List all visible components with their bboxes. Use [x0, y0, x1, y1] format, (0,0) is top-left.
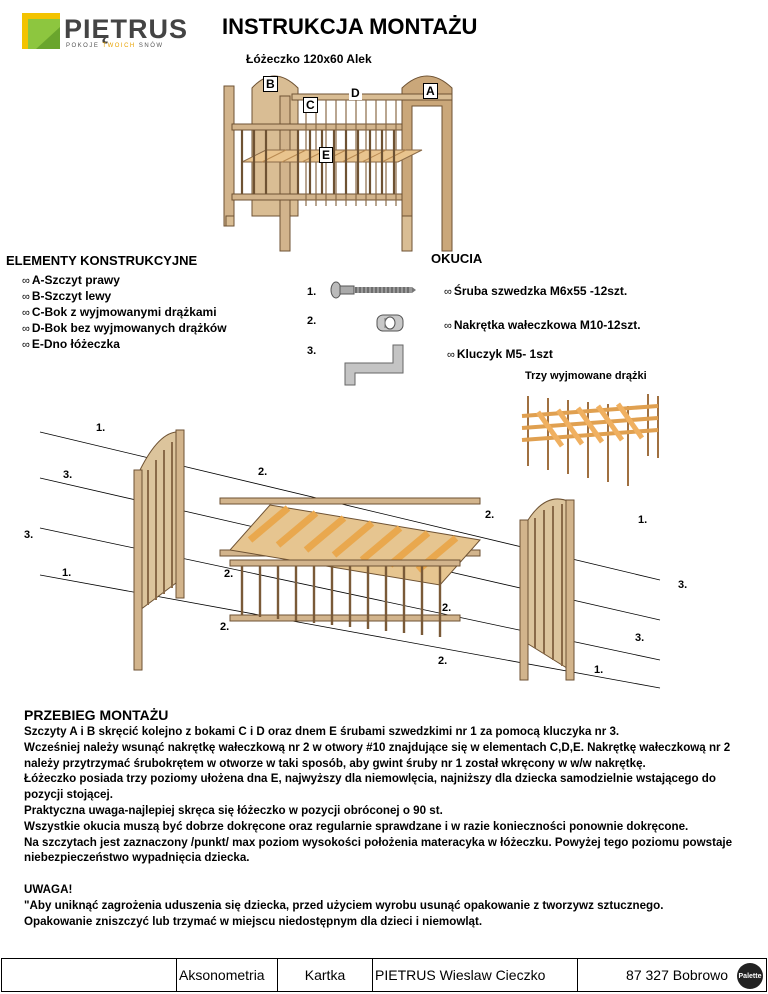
palette-badge: Palette: [737, 963, 763, 989]
footer-cell-address: 87 327 Bobrowo: [578, 959, 767, 992]
allen-key-icon: [343, 343, 413, 392]
callout-label: 3.: [678, 579, 688, 591]
paragraph: Wcześniej należy wsunąć nakrętkę wałeczkową nr 2 w otwory #10 znajdujące się w elementach C,D,E. Nakrętkę wałeczkową nr 2 należy przytrzymać śrubokrętem w otworze w taki sposób, aby gwint śruby nr 1 został wkręcony w w/w nakrętkę.: [24, 740, 731, 770]
elements-list: [22, 273, 227, 353]
document-subtitle: Łóżeczko 120x60 Alek: [246, 52, 372, 66]
title-block: [1, 958, 767, 994]
list-item: ∞ E-Dno łóżeczka: [22, 337, 227, 353]
paragraph: Praktyczna uwaga-najlepiej skręca się łóżeczko w pozycji obróconej o 90 st.: [24, 803, 443, 817]
fittings-heading: OKUCIA: [431, 251, 483, 266]
fitting-number: 3.: [307, 345, 317, 357]
removable-slats-caption: Trzy wyjmowane drążki: [525, 370, 647, 382]
list-item: ∞ A-Szczyt prawy: [22, 273, 227, 289]
callout-label: 2.: [258, 466, 268, 478]
callout-label: 1.: [594, 664, 604, 676]
paragraph: Wszystkie okucia muszą być dobrze dokręcone oraz regularnie sprawdzane i w razie konieczności ponownie dokręcone.: [24, 819, 689, 833]
elements-heading: ELEMENTY KONSTRUKCYJNE: [6, 253, 198, 268]
fitting-number: 1.: [307, 286, 317, 298]
list-item: ∞ D-Bok bez wyjmowanych drążków: [22, 321, 227, 337]
fitting-description: ∞ Śruba szwedzka M6x55 -12szt.: [444, 284, 627, 298]
assembly-heading: PRZEBIEG MONTAŻU: [24, 707, 169, 723]
callout-label: 1.: [96, 422, 106, 434]
barrel-nut-icon: [375, 312, 405, 339]
warning-text: "Aby uniknąć zagrożenia uduszenia się dziecka, przed użyciem wyrobu usunąć opakowanie z tworzywz sztucznego. Opakowanie zniszczyć lub trzymać w miejscu niedostępnym dla dzieci i niemowląt.: [24, 898, 664, 928]
document-title: INSTRUKCJA MONTAŻU: [222, 14, 478, 39]
screw-icon: [330, 281, 416, 304]
callout-label: 2.: [485, 509, 495, 521]
crib-label-c: C: [303, 97, 318, 113]
callout-label: 3.: [24, 529, 34, 541]
logo: [22, 13, 60, 49]
list-item: ∞ C-Bok z wyjmowanymi drążkami: [22, 305, 227, 321]
callout-label: 2.: [220, 621, 230, 633]
brand-tagline: POKOJE TWOICH SNÓW: [66, 43, 164, 49]
brand-name: PIĘTRUS: [64, 14, 189, 44]
callout-label: 1.: [638, 514, 648, 526]
callout-label: 2.: [442, 602, 452, 614]
fitting-description: ∞ Nakrętka wałeczkowa M10-12szt.: [444, 318, 641, 332]
paragraph: Na szczytach jest zaznaczony /punkt/ max poziom wysokości położenia materacyka w łóżeczku. Powyżej tego poziomu powstaje niebezpieczeństwo wypadnięcia dziecka.: [24, 835, 733, 865]
fitting-description: ∞ Kluczyk M5- 1szt: [447, 347, 553, 361]
fitting-number: 2.: [307, 315, 317, 327]
crib-label-d: D: [351, 86, 360, 100]
crib-label-e: E: [319, 147, 333, 163]
callout-label: 3.: [63, 469, 73, 481]
callout-label: 3.: [635, 632, 645, 644]
footer-cell-view: Aksonometria: [177, 959, 278, 992]
paragraph: Szczyty A i B skręcić kolejno z bokami C i D oraz dnem E śrubami szwedzkimi nr 1 za pomocą kluczyka nr 3.: [24, 725, 620, 738]
crib-label-b: B: [263, 76, 278, 92]
footer-cell-sheet: Kartka: [278, 959, 373, 992]
list-item: ∞ B-Szczyt lewy: [22, 289, 227, 305]
warning-block: [24, 882, 724, 929]
assembly-instructions: [24, 724, 744, 866]
warning-title: UWAGA!: [24, 883, 73, 896]
callout-label: 1.: [62, 567, 72, 579]
paragraph: Łóżeczko posiada trzy poziomy ułożena dna E, najwyższy dla niemowlęcia, najniższy dla dziecka samodzielnie wstającego do pozycji stojącej.: [24, 772, 716, 802]
callout-label: 2.: [438, 655, 448, 667]
exploded-view-diagram: [20, 410, 700, 700]
callout-label: 2.: [224, 568, 234, 580]
crib-label-a: A: [423, 83, 438, 99]
footer-cell-company: PIETRUS Wieslaw Cieczko: [373, 959, 578, 992]
footer-cell: [2, 959, 177, 992]
